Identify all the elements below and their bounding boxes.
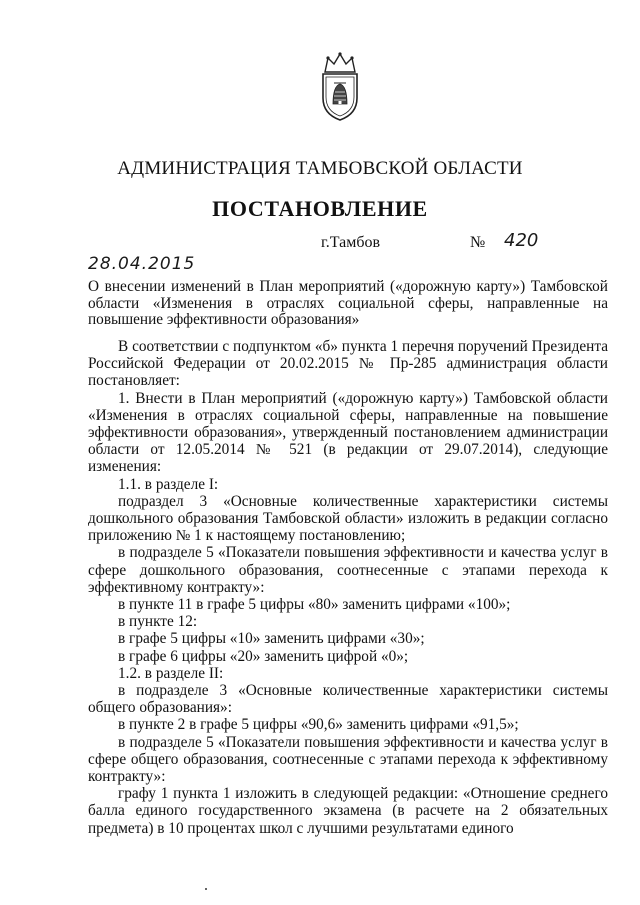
document-number: 420 xyxy=(504,230,539,251)
paragraph: в пункте 2 в графе 5 цифры «90,6» заменить цифрами «91,5»; xyxy=(118,716,519,734)
city: г.Тамбов xyxy=(321,234,381,251)
paragraph: в подразделе 5 «Показатели повышения эффективности и качества услуг в сфере общего образования, соотнесенные с этапами перехода к эффективному контракту»: xyxy=(88,733,608,786)
document-date: 28.04.2015 xyxy=(88,254,196,274)
tambov-coat-of-arms-icon xyxy=(318,50,362,122)
paragraph: в пункте 11 в графе 5 цифры «80» заменить цифрами «100»; xyxy=(118,596,511,614)
document-body xyxy=(88,338,608,837)
paragraph: в графе 6 цифры «20» заменить цифрой «0»; xyxy=(118,647,409,665)
paragraph: в графе 5 цифры «10» заменить цифрами «30»; xyxy=(118,630,425,648)
document-type: ПОСТАНОВЛЕНИЕ xyxy=(212,196,428,221)
authority-name: АДМИНИСТРАЦИЯ ТАМБОВСКОЙ ОБЛАСТИ xyxy=(117,158,523,179)
paragraph: 1.2. в разделе II: xyxy=(118,664,224,682)
number-label: № xyxy=(470,234,486,251)
paragraph: 1.1. в разделе I: xyxy=(118,475,219,493)
paragraph: в пункте 12: xyxy=(118,613,198,631)
paragraph: В соответствии с подпунктом «б» пункта 1 перечня поручений Президента Российской Федерации от 20.02.2015 № Пр-285 администрация области постановляет: xyxy=(88,338,608,390)
document-subject: О внесении изменений в План мероприятий («дорожную карту») Тамбовской области «Изменения в отраслях социальной сферы, направленные на повышение эффективности образования» xyxy=(88,278,608,328)
paragraph: графу 1 пункта 1 изложить в следующей редакции: «Отношение среднего балла единого государственного экзамена (в расчете на 2 обязательных предмета) в 10 процентах школ с лучшими результатами единого xyxy=(88,785,608,837)
paragraph: подраздел 3 «Основные количественные характеристики системы дошкольного образования Тамбовской области» изложить в редакции согласно приложению № 1 к настоящему постановлению; xyxy=(88,492,608,545)
paragraph: 1. Внести в План мероприятий («дорожную карту») Тамбовской области «Изменения в отраслях социальной сферы, направленные на повышение эффективности образования», утвержденный постановлением администрации области от 12.05.2014 № 521 (в редакции от 29.07.2014), следующие изменения: xyxy=(88,389,608,476)
scan-speck xyxy=(205,888,207,890)
paragraph: в подразделе 3 «Основные количественные характеристики системы общего образования»: xyxy=(88,682,608,717)
paragraph: в подразделе 5 «Показатели повышения эффективности и качества услуг в сфере дошкольного образования, соотнесенные с этапами перехода к эффективному контракту»: xyxy=(88,544,608,596)
